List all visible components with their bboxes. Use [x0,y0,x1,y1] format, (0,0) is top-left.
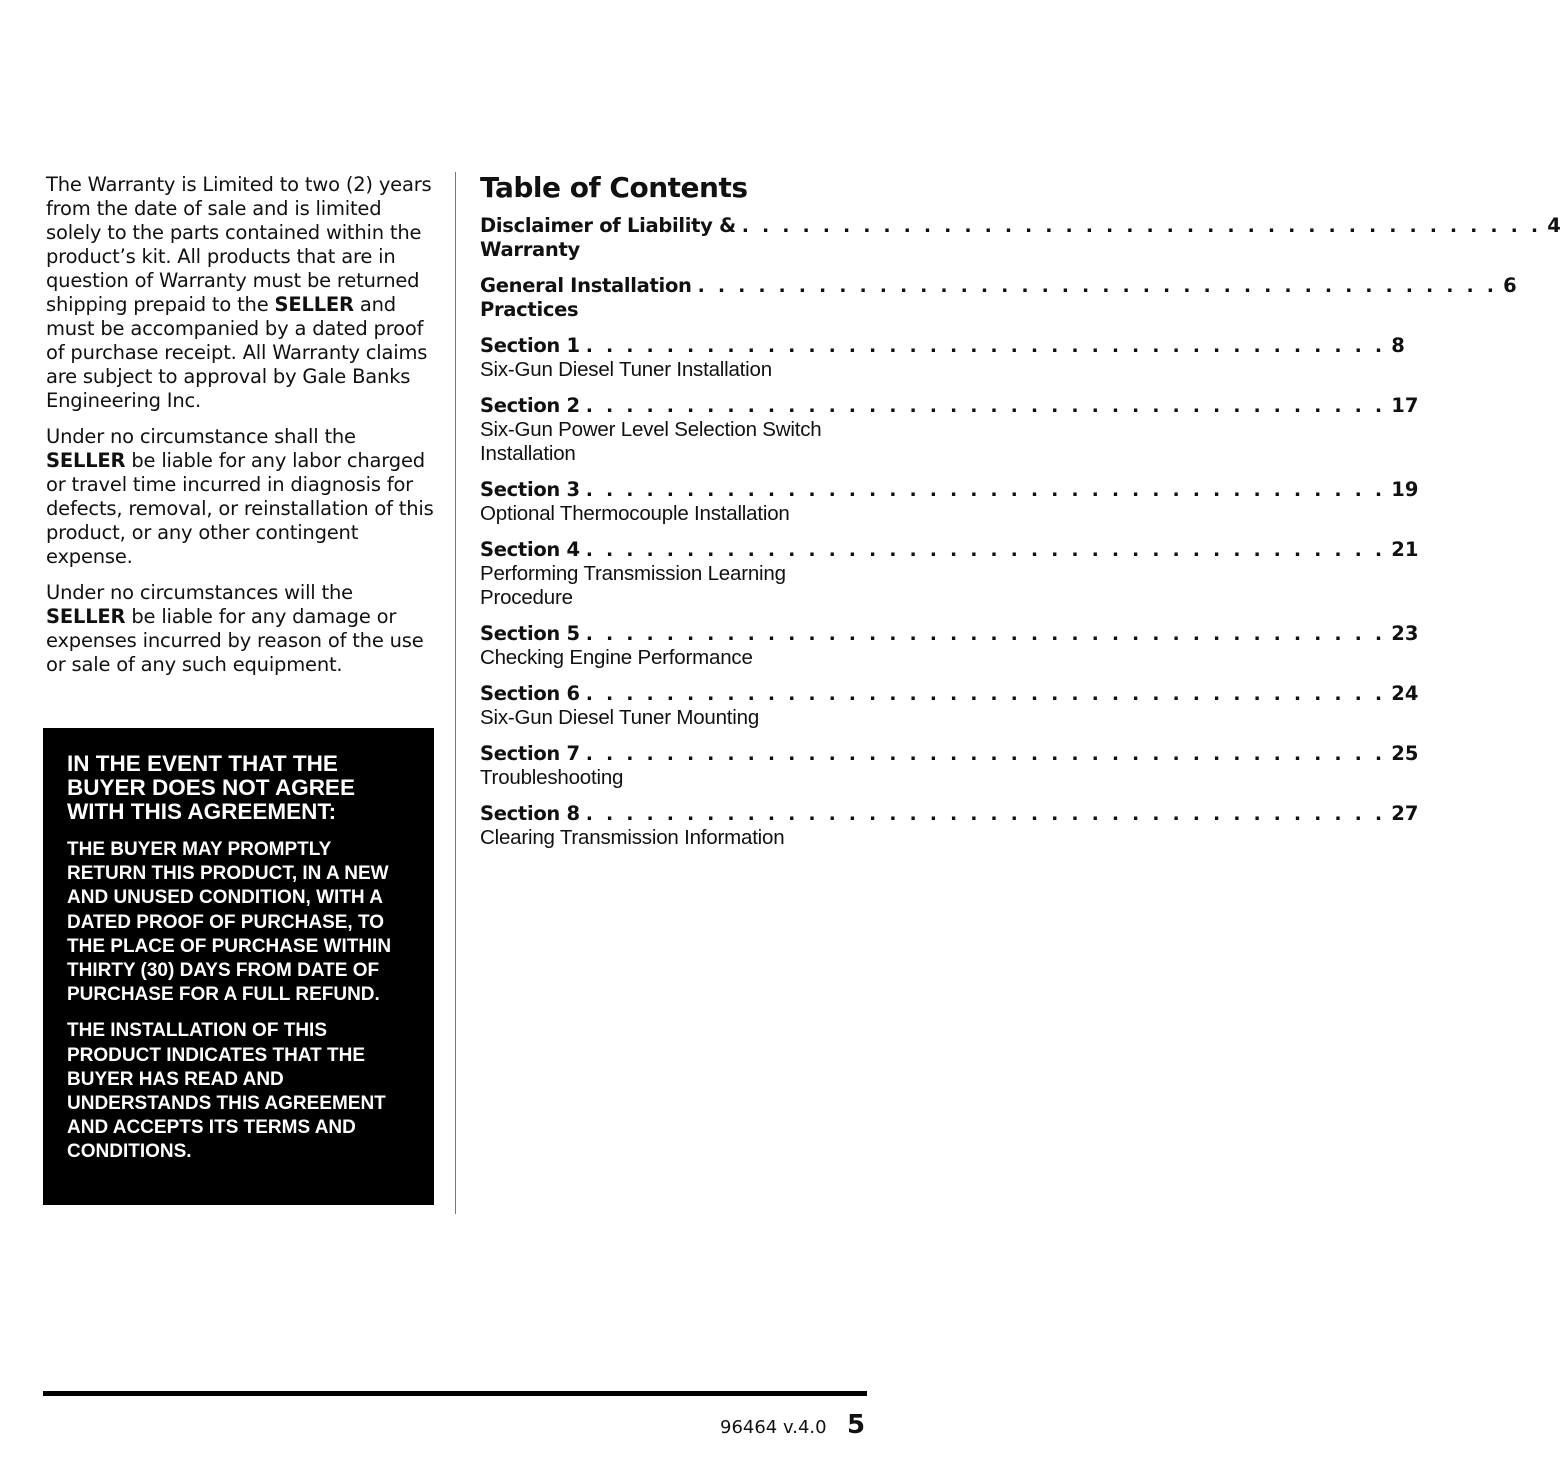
toc-entry-row [480,742,1419,766]
footer-rule [43,1391,867,1396]
toc-entry-heading: Section 8 [480,802,580,825]
column-divider [455,172,456,1214]
toc-entry-description: Checking Engine Performance [480,646,753,669]
toc-entry-description: Clearing Transmission Information [480,826,785,849]
toc-entry-page: 8 [1391,334,1405,357]
toc-entry-page: 23 [1391,622,1419,645]
toc-dot-leader: . . . . . . . . . . . . . . . . . . . . . . . . . . . . . . . . . . . . . . . . [741,215,1542,237]
toc-entry-heading-continued: Warranty [480,238,580,261]
toc-dot-leader: . . . . . . . . . . . . . . . . . . . . . . . . . . . . . . . . . . . . . . . . [585,683,1386,705]
toc-entry-page: 27 [1391,802,1419,825]
toc-entry-description: Optional Thermocouple Installation [480,502,790,525]
warranty-paragraph-2: Under no circumstance shall the SELLER be liable for any labor charged or travel time incurred in diagnosis for defects, removal, or reinstallation of this product, or any other contingent expense. [46,425,434,568]
notice-paragraph-1: THE BUYER MAY PROMPTLY RETURN THIS PRODUCT, IN A NEW AND UNUSED CONDITION, WITH A DATED PROOF OF PURCHASE, TO THE PLACE OF PURCHASE WITHIN THIRTY (30) DAYS FROM DATE OF PURCHASE FOR A FULL REFUND. [67,839,392,1006]
table-of-contents [480,170,1561,862]
toc-entry-row [480,274,1517,298]
toc-entry-description: Troubleshooting [480,766,624,789]
toc-entry-heading: Section 6 [480,682,580,705]
toc-entry-page: 6 [1503,274,1517,297]
notice-paragraph-2: THE INSTALLATION OF THIS PRODUCT INDICATES THAT THE BUYER HAS READ AND UNDERSTANDS THIS AGREEMENT AND ACCEPTS ITS TERMS AND CONDITIONS. [67,1020,386,1163]
agreement-notice-box [43,728,434,1205]
toc-dot-leader: . . . . . . . . . . . . . . . . . . . . . . . . . . . . . . . . . . . . . . . . [585,803,1386,825]
toc-dot-leader: . . . . . . . . . . . . . . . . . . . . . . . . . . . . . . . . . . . . . . . . [585,395,1386,417]
toc-entry-description: Six-Gun Diesel Tuner Installation [480,358,772,381]
toc-entry-page: 4 [1547,214,1561,237]
toc-entry[interactable] [480,478,1419,526]
toc-entry-row [480,214,1561,238]
document-number: 96464 v.4.0 [720,1417,827,1438]
notice-title: IN THE EVENT THAT THE BUYER DOES NOT AGREE WITH THIS AGREEMENT: [67,751,355,824]
toc-dot-leader: . . . . . . . . . . . . . . . . . . . . . . . . . . . . . . . . . . . . . . . . [585,743,1386,765]
toc-entry[interactable] [480,274,1517,322]
toc-entry-heading: Disclaimer of Liability & [480,214,736,237]
toc-entry[interactable] [480,802,1419,850]
toc-entry-row [480,478,1419,502]
seller-keyword: SELLER [46,449,126,472]
toc-entry-heading-continued: Practices [480,298,579,321]
toc-entry-heading: Section 2 [480,394,580,417]
toc-entry-heading: Section 5 [480,622,580,645]
toc-entry-page: 17 [1391,394,1419,417]
toc-entry-page: 21 [1391,538,1419,561]
toc-dot-leader: . . . . . . . . . . . . . . . . . . . . . . . . . . . . . . . . . . . . . . . . [585,623,1386,645]
seller-keyword: SELLER [274,293,354,316]
page-number: 5 [847,1410,866,1440]
toc-entry-heading: Section 7 [480,742,580,765]
toc-dot-leader: . . . . . . . . . . . . . . . . . . . . . . . . . . . . . . . . . . . . . . . . [585,335,1386,357]
toc-entry-row [480,334,1405,358]
toc-title: Table of Contents [480,171,748,204]
toc-entry-row [480,682,1419,706]
warranty-paragraph-3: Under no circumstances will the SELLER be liable for any damage or expenses incurred by reason of the use or sale of any such equipment. [46,581,424,676]
toc-entry-row [480,802,1419,826]
toc-entry-row [480,538,1419,562]
toc-entry[interactable] [480,622,1419,670]
toc-dot-leader: . . . . . . . . . . . . . . . . . . . . . . . . . . . . . . . . . . . . . . . . [585,539,1386,561]
toc-list [480,214,1561,850]
toc-entry[interactable] [480,214,1561,262]
seller-keyword: SELLER [46,605,126,628]
toc-entry[interactable] [480,742,1419,790]
toc-entry-page: 19 [1391,478,1419,501]
toc-entry-heading: Section 4 [480,538,580,561]
toc-entry[interactable] [480,538,1419,610]
toc-entry-row [480,622,1419,646]
toc-entry-page: 25 [1391,742,1419,765]
toc-entry[interactable] [480,334,1405,382]
toc-entry[interactable] [480,682,1419,730]
toc-entry-heading: General Installation [480,274,692,297]
toc-entry-description: Six-Gun Diesel Tuner Mounting [480,706,760,729]
toc-entry-heading: Section 1 [480,334,580,357]
toc-dot-leader: . . . . . . . . . . . . . . . . . . . . . . . . . . . . . . . . . . . . . . . . [585,479,1386,501]
toc-dot-leader: . . . . . . . . . . . . . . . . . . . . . . . . . . . . . . . . . . . . . . . . [697,275,1498,297]
toc-entry[interactable] [480,394,1419,466]
warranty-column [46,173,436,689]
toc-entry-page: 24 [1391,682,1419,705]
toc-entry-row [480,394,1419,418]
toc-entry-description: Performing Transmission Learning Procedure [480,562,786,609]
warranty-paragraph-1: The Warranty is Limited to two (2) years from the date of sale and is limited solely to the parts contained within the product’s kit. All products that are in question of Warranty must be returned shipping prepaid to the SELLER and must be accompanied by a dated proof of purchase receipt. All Warranty claims are subject to approval by Gale Banks Engineering Inc. [46,173,432,412]
toc-entry-description: Six-Gun Power Level Selection Switch Installation [480,418,822,465]
toc-entry-heading: Section 3 [480,478,580,501]
